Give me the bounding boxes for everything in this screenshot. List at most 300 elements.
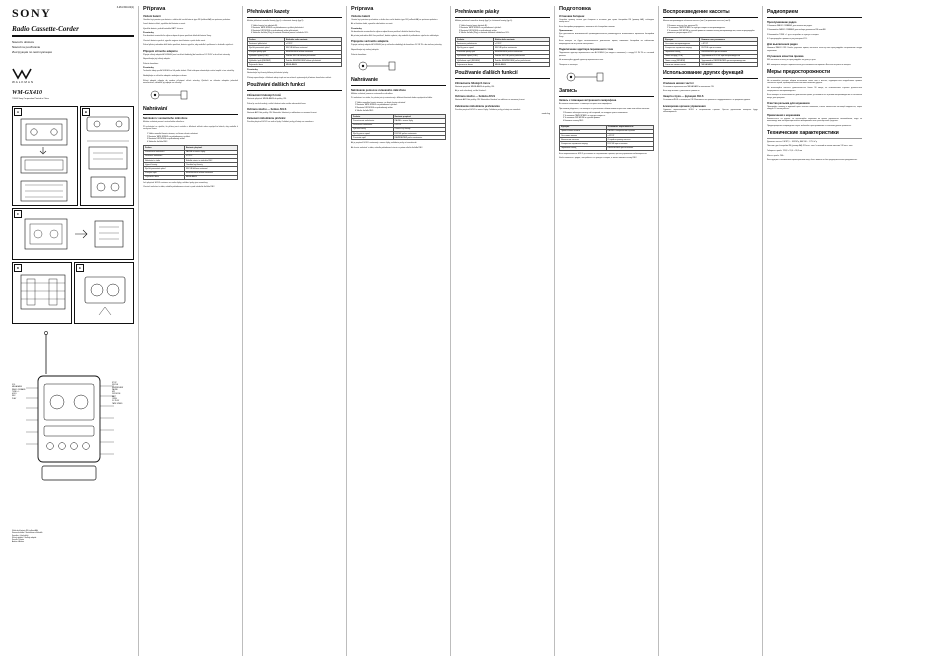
divider-cs-1	[143, 114, 238, 115]
th-0: Funkcia	[352, 115, 394, 119]
cell: Поиск вперед (CUE)	[664, 54, 700, 58]
th-1: Stlačte alebo nastavte	[493, 37, 549, 41]
cell: Ускоренная перемотка вперед	[664, 46, 700, 50]
cell: Pozastavení nahrávání	[144, 150, 185, 154]
p1: Pripojte sieťový adaptér AC-E30HG (nie je súčasťou dodávky) do konektora DC IN 3V a do sieťovej zásuvky.	[351, 44, 442, 47]
table-sk-record	[351, 114, 446, 140]
cell: Приостановка записи	[560, 129, 607, 133]
heading-ru-vosproizvedenie: Воспроизведение кассеты	[663, 9, 730, 15]
p3: Polarita konektoru.	[143, 62, 159, 65]
p1: Установите переключатель MEGA BASS в положение ON.	[663, 85, 715, 88]
cell: Převíjení pásky zpět	[248, 50, 285, 54]
body-sk-play-intro	[455, 20, 550, 23]
column-cs-prep	[138, 6, 242, 656]
sub-ru-headphones: Примечания к наушникам	[767, 113, 801, 117]
divider-sk-1	[351, 85, 446, 86]
body-ru-batteries	[559, 19, 654, 29]
body-ru-cleaning	[767, 106, 862, 111]
cell: Previnutie pásky späť	[456, 50, 494, 54]
body-ru-radiooff	[767, 47, 862, 52]
p1: Můžete přehrávat normální kazety (typ I) a chromové kazety (typ II).	[247, 20, 304, 22]
sub-sk-megabass: Zdôraznenie hlbokých tónov	[455, 81, 491, 85]
callout-right-group	[112, 382, 134, 405]
body-ru-megabass	[663, 86, 758, 93]
table-sk-play	[455, 37, 550, 67]
sub-cs-hold: Zamezení náhodnému přehrání	[247, 116, 286, 120]
p2: Предотвращение повреждения слуха: избегайте прослушивания на высоком уровне громкости.	[767, 124, 852, 127]
figure-a-art	[13, 107, 79, 207]
column-sk-prep	[346, 6, 450, 656]
p5: Конструкция и технические характеристики могут быть изменены без предварительного уведомления.	[767, 159, 858, 162]
callout-ffcue: FF/CUE	[112, 384, 119, 387]
cell: Zvýraznění basů	[248, 63, 285, 67]
cell: REW/REVIEW počas zastavenia	[493, 50, 549, 54]
cell: Nahrávání z rádia	[144, 158, 185, 162]
cell: Поиск назад (REVIEW)	[664, 58, 700, 62]
sub-sk-batteries: Vloženie batérií	[351, 14, 371, 18]
p2: Nedotýkejte se síťového adaptéru mokrýma rukama.	[143, 74, 188, 77]
body-ru-specs	[767, 141, 862, 162]
p1: Otvorte kryt priestoru pre batérie a vložte dve suché batérie typu R6 (veľkosť AA) so správnou polaritou.	[351, 18, 438, 21]
body-ru-avls	[663, 99, 758, 102]
p4: Масса: прибл. 206 г	[767, 154, 785, 157]
callout-batt: BATT	[112, 395, 117, 398]
th-1: Нажмите или установите	[700, 37, 758, 41]
body-ru-reception	[767, 59, 862, 66]
step-2: 2 Nastavte TAPE SPEED na požadovanou rychlost přehrávání.	[251, 27, 304, 30]
column-ru-radio	[762, 6, 866, 656]
heading-cs-priprava: Příprava	[143, 6, 166, 12]
th-0: Funkce	[144, 146, 185, 150]
body-cs-notes2	[143, 70, 238, 84]
language-cs: Návod k obsluze	[12, 40, 35, 44]
callout-play: PLAY	[12, 397, 17, 400]
th-1: Stiskněte nebo nastavte	[284, 37, 341, 41]
p1: Môžete nahrávať pomocou vstavaného mikrofónu.	[351, 92, 394, 95]
p2: Chcete-li nahrávat z rádia, nalaďte požadovanou stanici a poté stiskněte tlačítko REC.	[143, 186, 215, 189]
sub-sk-adapter: Pripojenie sieťového adaptéra	[351, 40, 389, 44]
p2: Chcete-li baterie vyměnit, vyjměte nejprve staré baterie a poté vložte nové.	[143, 39, 206, 42]
notes-sk-record	[351, 142, 446, 149]
step-3: 3 Nastavte DIR MODE na požadovaný režim.	[147, 138, 186, 141]
sub-ru-megabass: Усиление низких частот	[663, 81, 694, 85]
step-1: 1 Vložte kazetu (viz obrázek B).	[251, 24, 278, 27]
sub-cs-play-notes: Poznámky	[247, 69, 258, 72]
heading-sk-nahravanie: Nahrávanie	[351, 77, 378, 84]
p1: Nastavte přepínač MEGA BASS do polohy ON.	[247, 97, 287, 100]
notes-ru-record	[559, 153, 654, 160]
p3: Если аппарат не использовался длительное время, установите его в режим воспроизведения на несколько минут для прогрева.	[767, 94, 862, 99]
cell: PAUSE ve směru šipky	[184, 150, 237, 154]
callout-tapespeed: TAPE SPEED	[112, 402, 123, 405]
step-4: 4 Stiskněte tlačítko (Play) a nastavte hlasitost pomocí ovladače VOL.	[251, 32, 309, 35]
steps-ru-record	[559, 112, 654, 122]
th-0: Функция	[560, 125, 607, 129]
cell: Zastavenie nahrávania	[352, 123, 394, 127]
column-ru-play	[658, 6, 762, 656]
p1: Je-li přepínač HOLD nastaven ve směru šipky, ovládací prvky jsou uzamčeny.	[143, 181, 208, 184]
cell: Pozastavenie nahrávania	[352, 119, 394, 123]
cell: Перемотка назад	[664, 50, 700, 54]
cell: Остановка воспроизведения	[664, 42, 700, 46]
p1: Для достижения максимальной производительности рекомендуется использовать щелочные батарейки Sony.	[559, 33, 654, 38]
figure-caption-6: Anténa / Anténa	[12, 541, 25, 544]
cell: Previnutie späť	[352, 136, 394, 140]
heading-ru-precautions: Меры предосторожности	[767, 69, 831, 76]
column-cover	[8, 6, 138, 656]
body-cs-hold	[247, 121, 342, 124]
sub-ru-radiooff: Для выключения радио	[767, 43, 798, 47]
step-4: 4 Stlačte tlačidlo (Play) a nastavte hlasitosť ovládačom VOL.	[459, 32, 510, 35]
sub-cs-mic: Nahrávání z vestavěného mikrofonu	[143, 117, 188, 121]
step-4: 4 Stlačte tlačidlo REC.	[355, 109, 374, 112]
cell: Zvýraznění basů	[144, 175, 185, 179]
cell: Podržte REW/REVIEW počas prehrávania	[493, 58, 549, 62]
steps-sk-record	[351, 102, 446, 112]
p3: Pokud přístroj nebudete delší dobu používat, baterie vyjměte, aby nedošlo k poškození v důsledku vytečení.	[143, 44, 234, 47]
sub-sk-hold: Zabránenie náhodnému prehrávaniu	[455, 104, 500, 108]
heading-sk-priprava: Príprava	[351, 6, 374, 12]
sub-ru-avls: Защита слуха — функция AVLS	[663, 95, 704, 99]
body-cs-play-intro	[247, 20, 342, 23]
cell: Rýchly posun vpred	[456, 46, 494, 50]
table-cs-play	[247, 37, 342, 67]
p2: Питание: две батарейки R6 (размер AA) 3 В пост. тока / внешний источник питания 3 В пост. тока	[767, 145, 853, 148]
cell: Удерживайте REW/REVIEW при воспроизведении	[700, 58, 758, 62]
step-1: 1 Vložte kazetu (pozri obrázok B).	[459, 24, 488, 27]
p2: Чтобы записать с радио, настройтесь на нужную станцию, а затем нажмите кнопку REC.	[559, 157, 638, 160]
steps-cs-record	[143, 133, 238, 143]
figure-d	[12, 262, 72, 324]
figure-caption-2: Stereosluchátka / Stereofónne slúchadlá	[12, 532, 43, 535]
divider-ru-3	[663, 78, 758, 79]
figure-e-art	[75, 263, 135, 325]
th-1: Nastavte přepínač	[184, 146, 237, 150]
step-1: 1 Vložte normálnu kazetu stranou, na ktorú chcete nahrávať.	[355, 101, 406, 104]
cell: Ускоренная перемотка вперед	[560, 142, 607, 146]
body-ru-listen	[767, 25, 862, 41]
cell: x STOP	[606, 133, 653, 137]
body-sk-adapter	[351, 44, 446, 56]
cell: FF/CUE během zastavení	[184, 167, 237, 171]
p1: Нажмите RADIO OFF. Чтобы улучшить прием, вытяните антенну или отрегулируйте направление шнура наушников.	[767, 47, 862, 52]
step-4: 4 Stiskněte tlačítko REC.	[147, 140, 168, 143]
figure-caption-5: Kazeta / Kazeta	[12, 539, 24, 542]
callout-rewreview: REW/REVIEW	[112, 386, 124, 389]
figure-caption-4: Síťový adaptér / Sieťový adaptér	[12, 536, 37, 539]
title-divider	[12, 35, 134, 37]
figure-label-e: E	[76, 264, 84, 272]
cell: MEGA BASS	[284, 63, 341, 67]
cell: Vyjmutí kazety	[144, 163, 185, 167]
cell: Vybratie kazety	[352, 127, 394, 131]
step-2: 2 Установите TAPE SPEED на нужную скорость.	[563, 114, 606, 117]
page-title: Radio Cassette-Corder	[12, 25, 79, 33]
column-container	[8, 6, 928, 656]
polarity-diagram-ru	[559, 69, 654, 85]
copyright-line: ©2004 Sony Corporation Printed in China	[12, 98, 49, 100]
p2: Если аппарат не будет использоваться длительное время, извлеките батарейки во избежание повреждения из-за утечки электролита.	[559, 40, 654, 46]
cell: Извлечение кассеты	[560, 138, 607, 142]
th-0: Funkce	[248, 37, 285, 41]
p1: Otevřete kryt prostoru pro baterie a vložte dvě suché baterie typu R6 (velikost AA) se správnou polaritou.	[143, 18, 231, 21]
p2: При записи убедитесь, что аппарат не расположен вблизи люминесцентных ламп или кабеля питания.	[559, 107, 650, 110]
step-3: 3 Установите DIR MODE в нужный режим.	[563, 117, 601, 120]
callout-mic: MIC	[112, 391, 116, 394]
p1: Pro dosažení maximálního výkonu doporučujeme používat alkalické baterie Sony.	[143, 35, 212, 38]
p2: Ak chcete nahrávať z rádia, nalaďte požadovanú stanicu a potom stlačte tlačidlo REC.	[351, 146, 424, 149]
step-3: 3 Nastavte DIR MODE na požadovaný režim.	[355, 107, 394, 110]
p3: 3 Нажимайте TUNE +/– для настройки на нужную станцию.	[767, 33, 820, 36]
p2: Ak sú batérie slabé, vymeňte obe batérie za nové.	[351, 23, 393, 26]
divider-ru-6	[767, 138, 862, 139]
p2: Pokud je zvuk zkreslený, snižte hlasitost nebo zrušte zdůraznění basů.	[247, 102, 307, 105]
cell: Rýchly posun vpred	[352, 131, 394, 135]
cell: MEGA BASS	[184, 175, 237, 179]
p3: Габариты: прибл. 113,8 × 91,4 × 36,5 мм	[767, 149, 803, 152]
cell: Podržte FF/CUE počas prehrávania	[493, 54, 549, 58]
cell: x STOP	[284, 42, 341, 46]
cell: FF/CUE počas zastavenia	[493, 46, 549, 50]
cell: x STOP	[184, 154, 237, 158]
cell: FF/CUE počas zastavenia	[393, 131, 445, 135]
sub-cs-megabass: Zdůraznění hlubokých tónů	[247, 93, 281, 97]
sub-cs-notes1: Poznámky	[143, 32, 154, 35]
heading-cs-prehravani: Přehrávání kazety	[247, 9, 290, 15]
p2: Ak prístroj nebudete dlhší čas používať, batérie vyberte, aby nedošlo k poškodeniu vytečením elektrolytu.	[351, 35, 440, 38]
model-number: WM-GX410	[12, 90, 43, 96]
column-sk-play	[450, 6, 554, 656]
p2: Nepoužívejte jiný síťový adaptér.	[143, 58, 171, 61]
cell: REW/REVIEW počas zastavenia	[393, 136, 445, 140]
callout-stop: STOP	[112, 382, 117, 384]
cell: Podržte REW/REVIEW během přehrávání	[284, 58, 341, 62]
cell: FF/CUE при остановке	[606, 142, 653, 146]
sub-ru-mic: Запись с помощью встроенного микрофона	[559, 99, 617, 103]
p2: AM: поверните аппарат горизонтально для оптимального приема. Антенна встроена в аппарат.	[767, 63, 851, 66]
cell: PAUSE в направлении стрелки	[606, 129, 653, 133]
sub-sk-notes1: Poznámky	[351, 27, 362, 30]
body-cs-adapter	[143, 54, 238, 66]
cell: Vyhledání zpět (REVIEW)	[248, 58, 285, 62]
body-sk-hold	[455, 109, 550, 112]
body-ru-notes1	[559, 33, 654, 45]
p1: Диапазон частот: FM 87,5 – 108 МГц, AM 530 – 1 710 кГц	[767, 140, 817, 143]
divider-ru-2	[663, 17, 758, 18]
body-cs-avls	[247, 112, 342, 115]
sub-ru-adapter: Подключение адаптера переменного тока	[559, 48, 613, 52]
cell: REW/REVIEW během zastavení	[184, 171, 237, 175]
body-sk-megabass	[455, 86, 550, 93]
table-ru-record	[559, 125, 654, 151]
polarity-diagram-cs	[143, 87, 238, 103]
callout-hold: HOLD	[12, 393, 17, 396]
p2: Не используйте другой адаптер переменного тока.	[559, 59, 604, 62]
cell: Удерживайте FF/CUE при воспроизведении	[700, 54, 758, 58]
callout-open: OPEN	[112, 398, 117, 401]
body-ru-play-intro	[663, 20, 758, 23]
step-1: 1 Вставьте обычную кассету той стороной, на которую нужно записывать.	[563, 112, 628, 115]
sub-sk-avls: Ochrana sluchu — funkcia AVLS	[455, 95, 496, 99]
figure-label-a: A	[14, 108, 22, 116]
cell: Podržte FF/CUE během přehrávání	[284, 54, 341, 58]
steps-ru-play	[663, 25, 758, 35]
body-sk-mic	[351, 93, 446, 100]
callout-dcin: DC IN 3V	[112, 400, 120, 403]
footnote-sk: mode:log	[541, 113, 550, 116]
sub-ru-notes1: Примечания	[559, 30, 573, 33]
cell: Zastavenie prehrávania	[456, 42, 494, 46]
p1: Nastavte prepínač MEGA BASS do polohy ON.	[455, 85, 495, 88]
heading-ru-specs: Технические характеристики	[767, 130, 839, 137]
divider-cs-3	[247, 90, 342, 91]
divider-ru-1	[559, 96, 654, 97]
p2: Если батарейки разрядились, замените обе батарейки новыми.	[559, 25, 616, 28]
cell: Остановка записи	[560, 133, 607, 137]
cell: Otevřete kryt kazety	[184, 163, 237, 167]
cell: Zvýraznenie basov	[456, 63, 494, 67]
figure-c	[12, 208, 134, 260]
body-cs-play-notes	[247, 72, 342, 79]
cell: x STOP	[700, 42, 758, 46]
heading-cs-nahravani: Nahrávání	[143, 105, 168, 112]
walkman-wordmark	[12, 68, 134, 84]
cell: Vyhledání vpřed (CUE)	[248, 54, 285, 58]
callout-mega-bass: MEGA BASS	[12, 386, 22, 389]
th-1: Nastavte prepínač	[393, 115, 445, 119]
figure-label-c: C	[14, 210, 22, 218]
p1: Не оставляйте аппарат вблизи источников тепла или в местах, подверженных воздействию прямых солнечных лучей, чрезмерной пыли или механических ударов.	[767, 79, 862, 85]
body-sk-batteries	[351, 19, 446, 26]
cell: Rychlé posouvání vpřed	[248, 46, 285, 50]
figure-c-art	[13, 209, 135, 261]
cell: REW/REVIEW при остановке	[700, 50, 758, 54]
body-ru-precautions	[767, 80, 862, 100]
p1: Установите AVLS в положение ON. Максимальная громкость поддерживается на разумном уровне.	[663, 99, 751, 102]
figure-a	[12, 106, 78, 206]
steps-sk-play	[455, 25, 550, 35]
cell: REW/REVIEW během zastavení	[284, 50, 341, 54]
sub-cs-batteries: Vložení baterií	[143, 14, 161, 18]
p2: Přístroj nepoužívejte v blízkosti zdrojů tepla ani na místech vystavených přímému slunečnímu záření.	[247, 76, 332, 79]
p3: Полярность штекера.	[559, 63, 578, 66]
table-row	[664, 63, 758, 67]
body-ru-adapter	[559, 52, 654, 66]
figure-d-art	[13, 263, 73, 325]
cell: MEGA BASS	[700, 63, 758, 67]
cell: FF/CUE при остановке	[700, 46, 758, 50]
heading-ru-radio: Радиоприем	[767, 9, 799, 15]
language-sk: Návod na používanie	[12, 45, 41, 49]
body-cs-mic	[143, 121, 238, 131]
cell: Převíjení zpět	[144, 171, 185, 175]
cell: MEGA BASS	[493, 63, 549, 67]
sub-cs-notes2: Poznámky	[143, 67, 154, 70]
cell: Усиление низких частот	[664, 63, 700, 67]
table-row	[248, 63, 342, 67]
p1: Откройте крышку отсека для батареек и вставьте две сухие батарейки R6 (размер AA), соблюдая полярность.	[559, 18, 654, 24]
p1: Nastavte AVLS do polohy ON. Maximálna hlasitosť sa udržiava na rozumnej úrovni.	[455, 99, 525, 102]
th-0: Funkcia	[456, 37, 494, 41]
p2: Если звук искажен, уменьшите громкость.	[663, 90, 700, 93]
p2: Při nahrávání se ujistěte, že přístroj není umístěn v blízkosti zářivek nebo napájecího kabelu, aby nedošlo k zachycení šumu.	[143, 125, 238, 131]
body-cs-notes1	[143, 35, 238, 47]
cell: FF/CUE během zastavení	[284, 46, 341, 50]
p2: Ak je zvuk skreslený, znížte hlasitosť.	[455, 90, 487, 93]
cell: REW/REVIEW при остановке	[606, 146, 653, 150]
device-illustration	[12, 328, 134, 528]
sub-sk-mic: Nahrávanie pomocou vstavaného mikrofónu	[351, 88, 406, 92]
th-0: Функция	[664, 37, 700, 41]
p2: Не используйте кассеты длительностью более 90 минут, за исключением случаев длительного непрерывного воспроизведения.	[767, 86, 862, 92]
p1: Сдвиньте переключатель HOLD в направлении стрелки. Органы управления аппарата будут заблокированы.	[663, 108, 758, 114]
sub-ru-hold: Блокировка органов управления	[663, 104, 706, 108]
cell: Nalaďte stanici a stiskněte REC	[184, 158, 237, 162]
divider-sk-2	[455, 17, 550, 18]
callout-rec: REC	[12, 395, 16, 398]
heading-sk-prehravanie: Prehrávanie pásky	[455, 9, 500, 15]
p1: Posuňte prepínač HOLD v smere šípky. Ovládacie prvky prístroja sa uzamknú.	[455, 108, 521, 111]
p1: Вы можете записывать с помощью встроенного микрофона.	[559, 103, 613, 106]
device-art	[12, 328, 134, 528]
p3: Polarita konektora.	[351, 53, 367, 56]
step-2: 2 Nastavte TAPE SPEED na požadovanú rýchlosť.	[355, 104, 398, 107]
divider-ru-4	[767, 17, 862, 18]
heading-ru-zapis: Запись	[559, 87, 577, 94]
heading-sk-other: Používanie ďalších funkcií	[455, 70, 518, 77]
p1: Na dosiahnutie maximálneho výkonu odporúčame používať alkalické batérie Sony.	[351, 30, 421, 33]
cell: Zastavení přehrávání	[248, 42, 285, 46]
heading-ru-other: Использование других функций	[663, 70, 744, 77]
body-ru-hold	[663, 109, 758, 114]
heading-ru-podgotovka: Подготовка	[559, 6, 591, 12]
table-row	[456, 63, 550, 67]
polarity-diagram-sk	[351, 58, 446, 74]
figure-label-d: D	[14, 264, 22, 272]
steps-cs-play	[247, 25, 342, 35]
p1: Posuňte přepínač HOLD ve směru šipky. Ovládací prvky přístroje se uzamknou.	[247, 120, 314, 123]
table-row	[144, 175, 238, 179]
figure-b	[80, 106, 134, 206]
sub-cs-adapter: Připojení síťového adaptéru	[143, 49, 178, 53]
sub-cs-avls: Ochrana sluchu — funkce AVLS	[247, 107, 287, 111]
body-cs-batteries	[143, 19, 238, 31]
p4: 4 Отрегулируйте громкость регулятором VOL.	[767, 38, 808, 41]
p1: Можно воспроизводить обычные кассеты (тип I) и хромовые кассеты (тип II).	[663, 20, 731, 22]
p1: Můžete nahrávat pomocí vestavěného mikrofonu.	[143, 121, 185, 124]
callout-pause: PAUSE	[112, 388, 118, 391]
divider-ru-5	[767, 77, 862, 78]
step-2: 2 Установите TAPE SPEED на нужную скорость воспроизведения.	[667, 27, 726, 30]
body-ru-mic	[559, 103, 654, 110]
cell: Откройте крышку кассеты	[606, 138, 653, 142]
step-2: 2 Nastavte TAPE SPEED na požadovanou rychlost.	[147, 135, 191, 138]
p2: 2 Нажимайте RADIO ON/BAND для выбора диапазона FM или AM.	[767, 29, 826, 32]
body-sk-avls	[455, 99, 550, 102]
body-sk-notes1	[351, 31, 446, 38]
divider-cs-2	[247, 17, 342, 18]
table-ru-play	[663, 37, 758, 67]
cell: x STOP	[393, 123, 445, 127]
step-3: 3 Nastavte DIR MODE na požadovaný režim přehrávání.	[251, 29, 299, 32]
figure-caption-group	[12, 530, 134, 544]
step-3: 3 Установите DIR MODE в нужный режим и нажмите кнопку воспроизведения, затем отрегулируйте громкость регулятором VOL.	[667, 29, 755, 35]
p1: Протирайте головку и звуковой тракт ватным тампоном, слегка смоченным чистящей жидкостью, через каждые 10 часов работы.	[767, 105, 862, 111]
p1: Ak je prepínač HOLD nastavený v smere šípky, ovládacie prvky sú uzamknuté.	[351, 142, 417, 145]
cell: Zastavení nahrávání	[144, 154, 185, 158]
p3: Síťový adaptér připojte do snadno přístupné síťové zásuvky. Zjistíte-li na síťovém adaptéru jakoukoli nesrovnalost, okamžitě jej odpojte ze zásuvky.	[143, 79, 238, 85]
callout-left-group	[12, 384, 28, 400]
